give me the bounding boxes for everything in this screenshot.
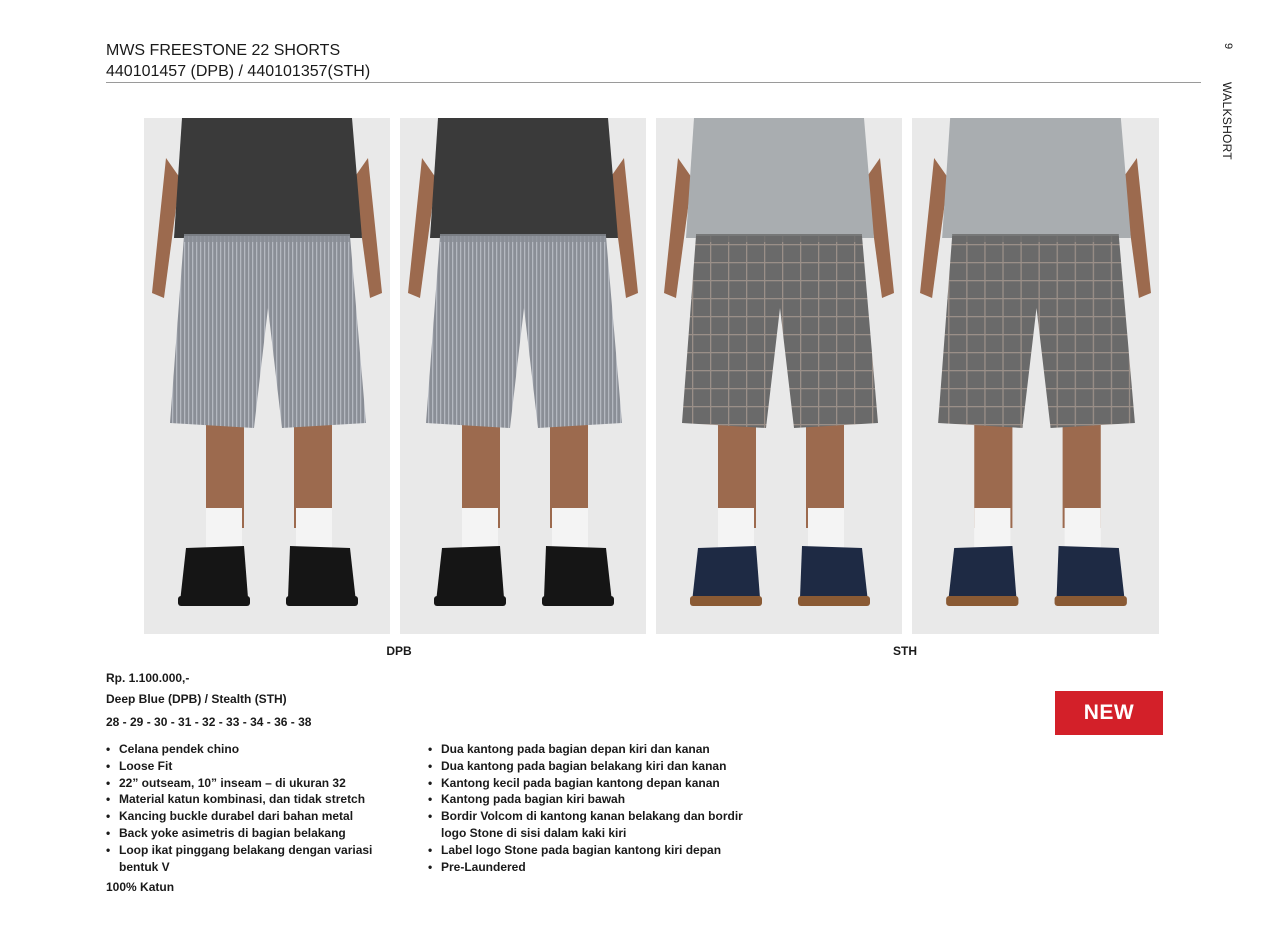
color-label-sth: STH xyxy=(893,644,917,658)
product-photo-sth-front xyxy=(656,118,902,634)
model-illustration xyxy=(400,118,646,634)
feature-item: • Back yoke asimetris di bagian belakang xyxy=(106,825,406,842)
waistband xyxy=(440,234,606,242)
sock-left xyxy=(718,508,754,553)
feature-item: • Kantong pada bagian kiri bawah xyxy=(428,791,758,808)
feature-item: • Label logo Stone pada bagian kantong kiri depan xyxy=(428,842,758,859)
features-list-left xyxy=(106,741,406,875)
waistband xyxy=(184,234,350,242)
product-price: Rp. 1.100.000,- xyxy=(106,671,190,685)
sock-left xyxy=(974,508,1010,553)
shirt xyxy=(174,118,362,238)
sock-right xyxy=(1065,508,1101,553)
sole-right xyxy=(286,596,358,606)
sole-left xyxy=(434,596,506,606)
sock-left xyxy=(206,508,242,553)
feature-item: • Dua kantong pada bagian depan kiri dan kanan xyxy=(428,741,758,758)
shirt xyxy=(686,118,874,238)
sole-left xyxy=(690,596,762,606)
shirt xyxy=(430,118,618,238)
shoe-left xyxy=(692,546,760,602)
product-colors: Deep Blue (DPB) / Stealth (STH) xyxy=(106,692,287,706)
product-sizes: 28 - 29 - 30 - 31 - 32 - 33 - 34 - 36 - 38 xyxy=(106,715,312,729)
shoe-right xyxy=(288,546,356,602)
shoe-left xyxy=(948,546,1016,602)
feature-item: • Loop ikat pinggang belakang dengan variasi bentuk V xyxy=(106,842,406,876)
page-header xyxy=(106,40,1201,82)
features-list-right xyxy=(428,741,758,875)
feature-item: • Bordir Volcom di kantong kanan belakang dan bordir logo Stone di sisi dalam kaki kiri xyxy=(428,808,758,842)
color-label-dpb: DPB xyxy=(386,644,412,658)
sole-left xyxy=(946,596,1018,606)
shoe-right xyxy=(544,546,612,602)
sock-right xyxy=(552,508,588,553)
header-divider xyxy=(106,82,1201,83)
product-photo-dpb-back xyxy=(400,118,646,634)
page-number: 9 xyxy=(1222,42,1234,50)
sole-right xyxy=(798,596,870,606)
shoe-left xyxy=(180,546,248,602)
feature-item: • Celana pendek chino xyxy=(106,741,406,758)
sock-right xyxy=(296,508,332,553)
material-text: 100% Katun xyxy=(106,880,175,894)
shoe-left xyxy=(436,546,504,602)
section-label: WALKSHORT xyxy=(1220,82,1234,161)
waistband xyxy=(696,234,862,242)
feature-item: • Kantong kecil pada bagian kantong depan kanan xyxy=(428,775,758,792)
feature-item: • Kancing buckle durabel dari bahan metal xyxy=(106,808,406,825)
shirt xyxy=(942,118,1131,238)
feature-item: • Material katun kombinasi, dan tidak stretch xyxy=(106,791,406,808)
feature-item: • Dua kantong pada bagian belakang kiri dan kanan xyxy=(428,758,758,775)
new-badge: NEW xyxy=(1055,691,1163,735)
product-photo-dpb-front xyxy=(144,118,390,634)
model-illustration xyxy=(656,118,902,634)
sole-left xyxy=(178,596,250,606)
model-illustration xyxy=(144,118,390,634)
sock-left xyxy=(462,508,498,553)
product-photo-sth-back xyxy=(912,118,1159,634)
shoe-right xyxy=(1057,546,1125,602)
shoe-right xyxy=(800,546,868,602)
sock-right xyxy=(808,508,844,553)
model-illustration xyxy=(912,118,1159,634)
product-title: MWS FREESTONE 22 SHORTS xyxy=(106,42,341,59)
feature-item: • Loose Fit xyxy=(106,758,406,775)
product-codes: 440101457 (DPB) / 440101357(STH) xyxy=(106,63,371,80)
sole-right xyxy=(542,596,614,606)
feature-item: • 22” outseam, 10” inseam – di ukuran 32 xyxy=(106,775,406,792)
sole-right xyxy=(1055,596,1127,606)
waistband xyxy=(952,234,1119,242)
feature-item: • Pre-Laundered xyxy=(428,859,758,876)
